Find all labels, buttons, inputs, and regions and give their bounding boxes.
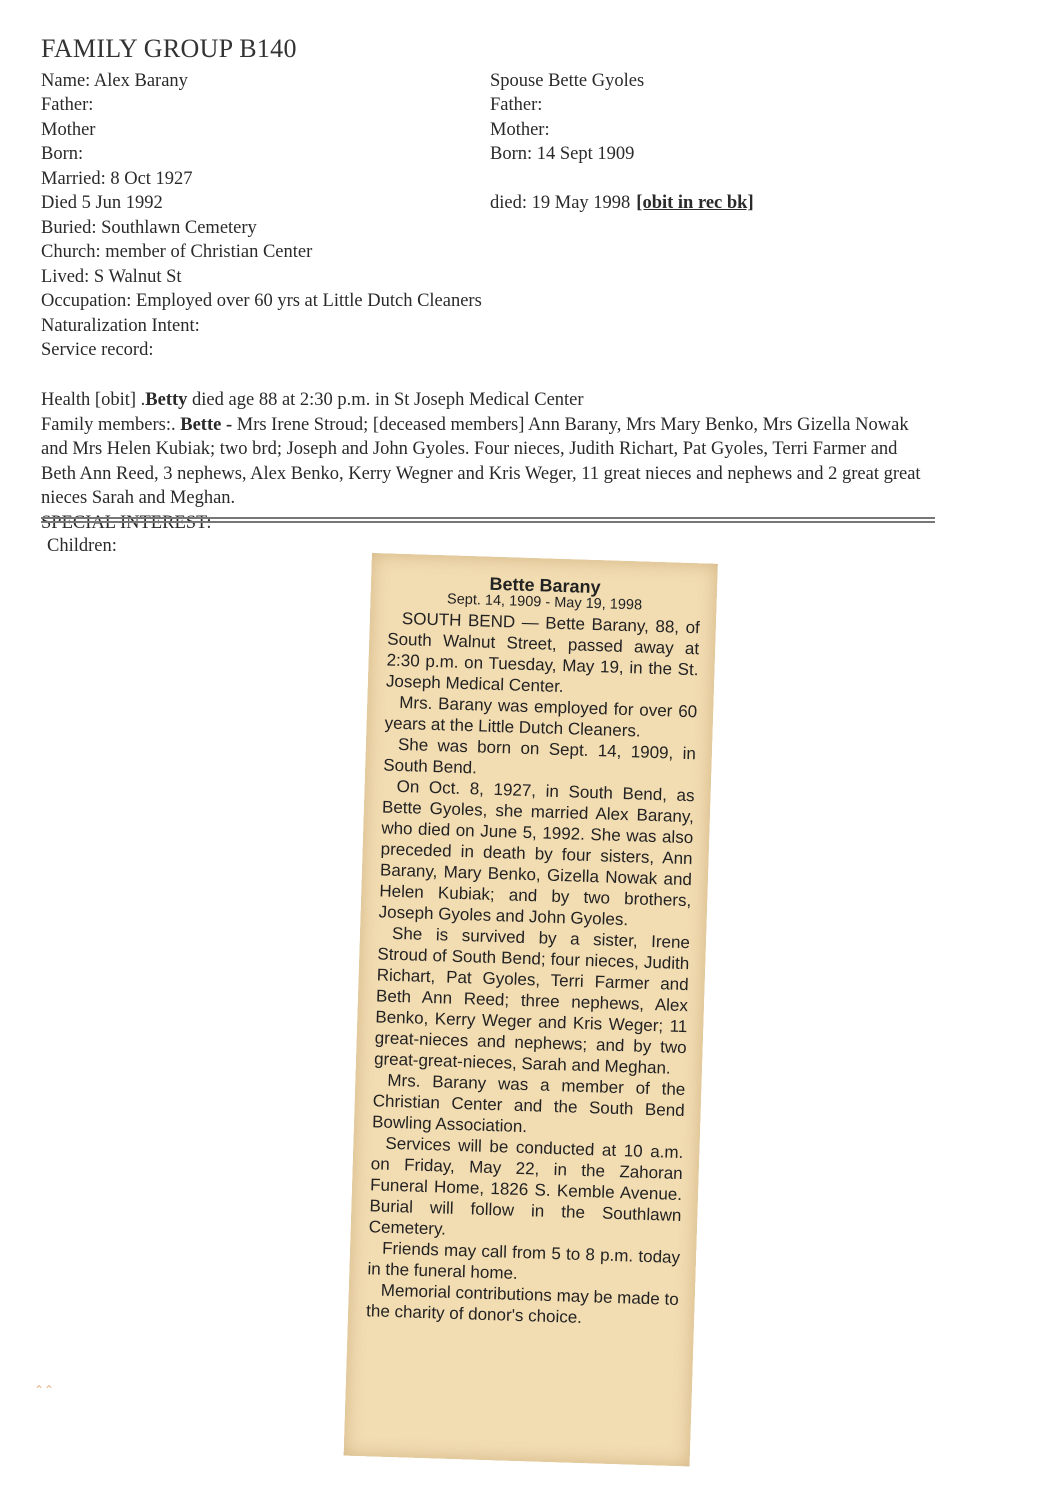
divider bbox=[41, 517, 935, 523]
mother-field: Mother bbox=[41, 120, 96, 140]
obituary-clipping bbox=[344, 553, 718, 1466]
spouse-born-field: Born: 14 Sept 1909 bbox=[490, 144, 635, 164]
health-line bbox=[41, 388, 931, 413]
occupation-field: Occupation: Employed over 60 yrs at Little Dutch Cleaners bbox=[41, 291, 482, 311]
health-name: Betty bbox=[145, 390, 188, 410]
spouse-field: Spouse Bette Gyoles bbox=[490, 71, 645, 91]
page-title: FAMILY GROUP B140 bbox=[41, 34, 297, 63]
spouse-mother-field: Mother: bbox=[490, 120, 550, 140]
born-field: Born: bbox=[41, 144, 84, 164]
clipping-paragraph: On Oct. 8, 1927, in South Bend, as Bette Gyoles, she married Alex Barany, who died on June 5, 1992. She was also preceded in death by four sisters, Ann Barany, Mary Benko, Gizella Nowak and Helen Kubiak; and by two brothers, Joseph Gyoles and John Gyoles. bbox=[378, 776, 695, 930]
lived-field: Lived: S Walnut St bbox=[41, 267, 182, 287]
spouse-father-field: Father: bbox=[490, 95, 543, 115]
church-field: Church: member of Christian Center bbox=[41, 242, 313, 262]
family-text: Mrs Irene Stroud; [deceased members] Ann Barany, Mrs Mary Benko, Mrs Gizella Nowak and Mrs Helen Kubiak; two brd; Joseph and John Gyoles. Four nieces, Judith Richart, Pat Gyoles, Terri Farmer and Beth Ann Reed, 3 nephews, Alex Benko, Kerry Wegner and Kris Weger, 11 great nieces and nephews and 2 great great nieces Sarah and Meghan. bbox=[41, 414, 921, 508]
service-record-field: Service record: bbox=[41, 340, 154, 360]
spouse-died-text: died: 19 May 1998 bbox=[490, 193, 631, 213]
scan-smudge: ⌃⌃ bbox=[34, 1383, 55, 1397]
spouse-died-field bbox=[490, 191, 754, 216]
clipping-paragraph: Services will be conducted at 10 a.m. on Friday, May 22, in the Zahoran Funeral Home, 1826 S. Kemble Avenue. Burial will follow in the Southlawn Cemetery. bbox=[368, 1133, 684, 1239]
family-label: Family members:. bbox=[41, 414, 181, 435]
father-field: Father: bbox=[41, 95, 94, 115]
clipping-name: Bette Barany bbox=[489, 573, 601, 598]
clipping-paragraph: SOUTH BEND — Bette Barany, 88, of South Walnut Street, passed away at 2:30 p.m. on Tuesday, May 19, in the St. Joseph Medical Center. bbox=[385, 608, 701, 697]
buried-field: Buried: Southlawn Cemetery bbox=[41, 218, 257, 238]
died-field: Died 5 Jun 1992 bbox=[41, 193, 163, 213]
clipping-paragraph: Memorial contributions may be made to the charity of donor's choice. bbox=[365, 1280, 680, 1327]
clipping-paragraph: She was born on Sept. 14, 1909, in South Bend. bbox=[383, 734, 697, 778]
naturalization-field: Naturalization Intent: bbox=[41, 316, 200, 336]
family-name: Bette - bbox=[180, 414, 233, 435]
family-members bbox=[41, 413, 931, 511]
clipping-paragraph: Mrs. Barany was employed for over 60 years at the Little Dutch Cleaners. bbox=[384, 692, 698, 741]
clipping-paragraph: Friends may call from 5 to 8 p.m. today in the funeral home. bbox=[367, 1238, 681, 1283]
clipping-paragraph: Mrs. Barany was a member of the Christian Center and the South Bend Bowling Association. bbox=[371, 1070, 686, 1137]
clipping-dates: Sept. 14, 1909 - May 19, 1998 bbox=[446, 591, 643, 614]
married-field: Married: 8 Oct 1927 bbox=[41, 169, 193, 189]
special-interest: SPECIAL INTEREST: bbox=[41, 512, 212, 533]
name-field: Name: Alex Barany bbox=[41, 71, 188, 91]
health-label: Health [obit] . bbox=[41, 390, 146, 410]
obit-link[interactable]: [obit in rec bk] bbox=[636, 193, 754, 213]
health-text: died age 88 at 2:30 p.m. in St Joseph Medical Center bbox=[187, 390, 584, 410]
clipping-paragraph: She is survived by a sister, Irene Stroud of South Bend; four nieces, Judith Richart, Pat Gyoles, Terri Farmer and Beth Ann Reed; three nephews, Alex Benko, Kerry Weger and Kris Weger; 11 great-nieces and nephews; and by two great-great-nieces, Sarah and Meghan. bbox=[373, 923, 691, 1078]
children-label: Children: bbox=[47, 536, 117, 556]
notes-section bbox=[41, 388, 931, 535]
